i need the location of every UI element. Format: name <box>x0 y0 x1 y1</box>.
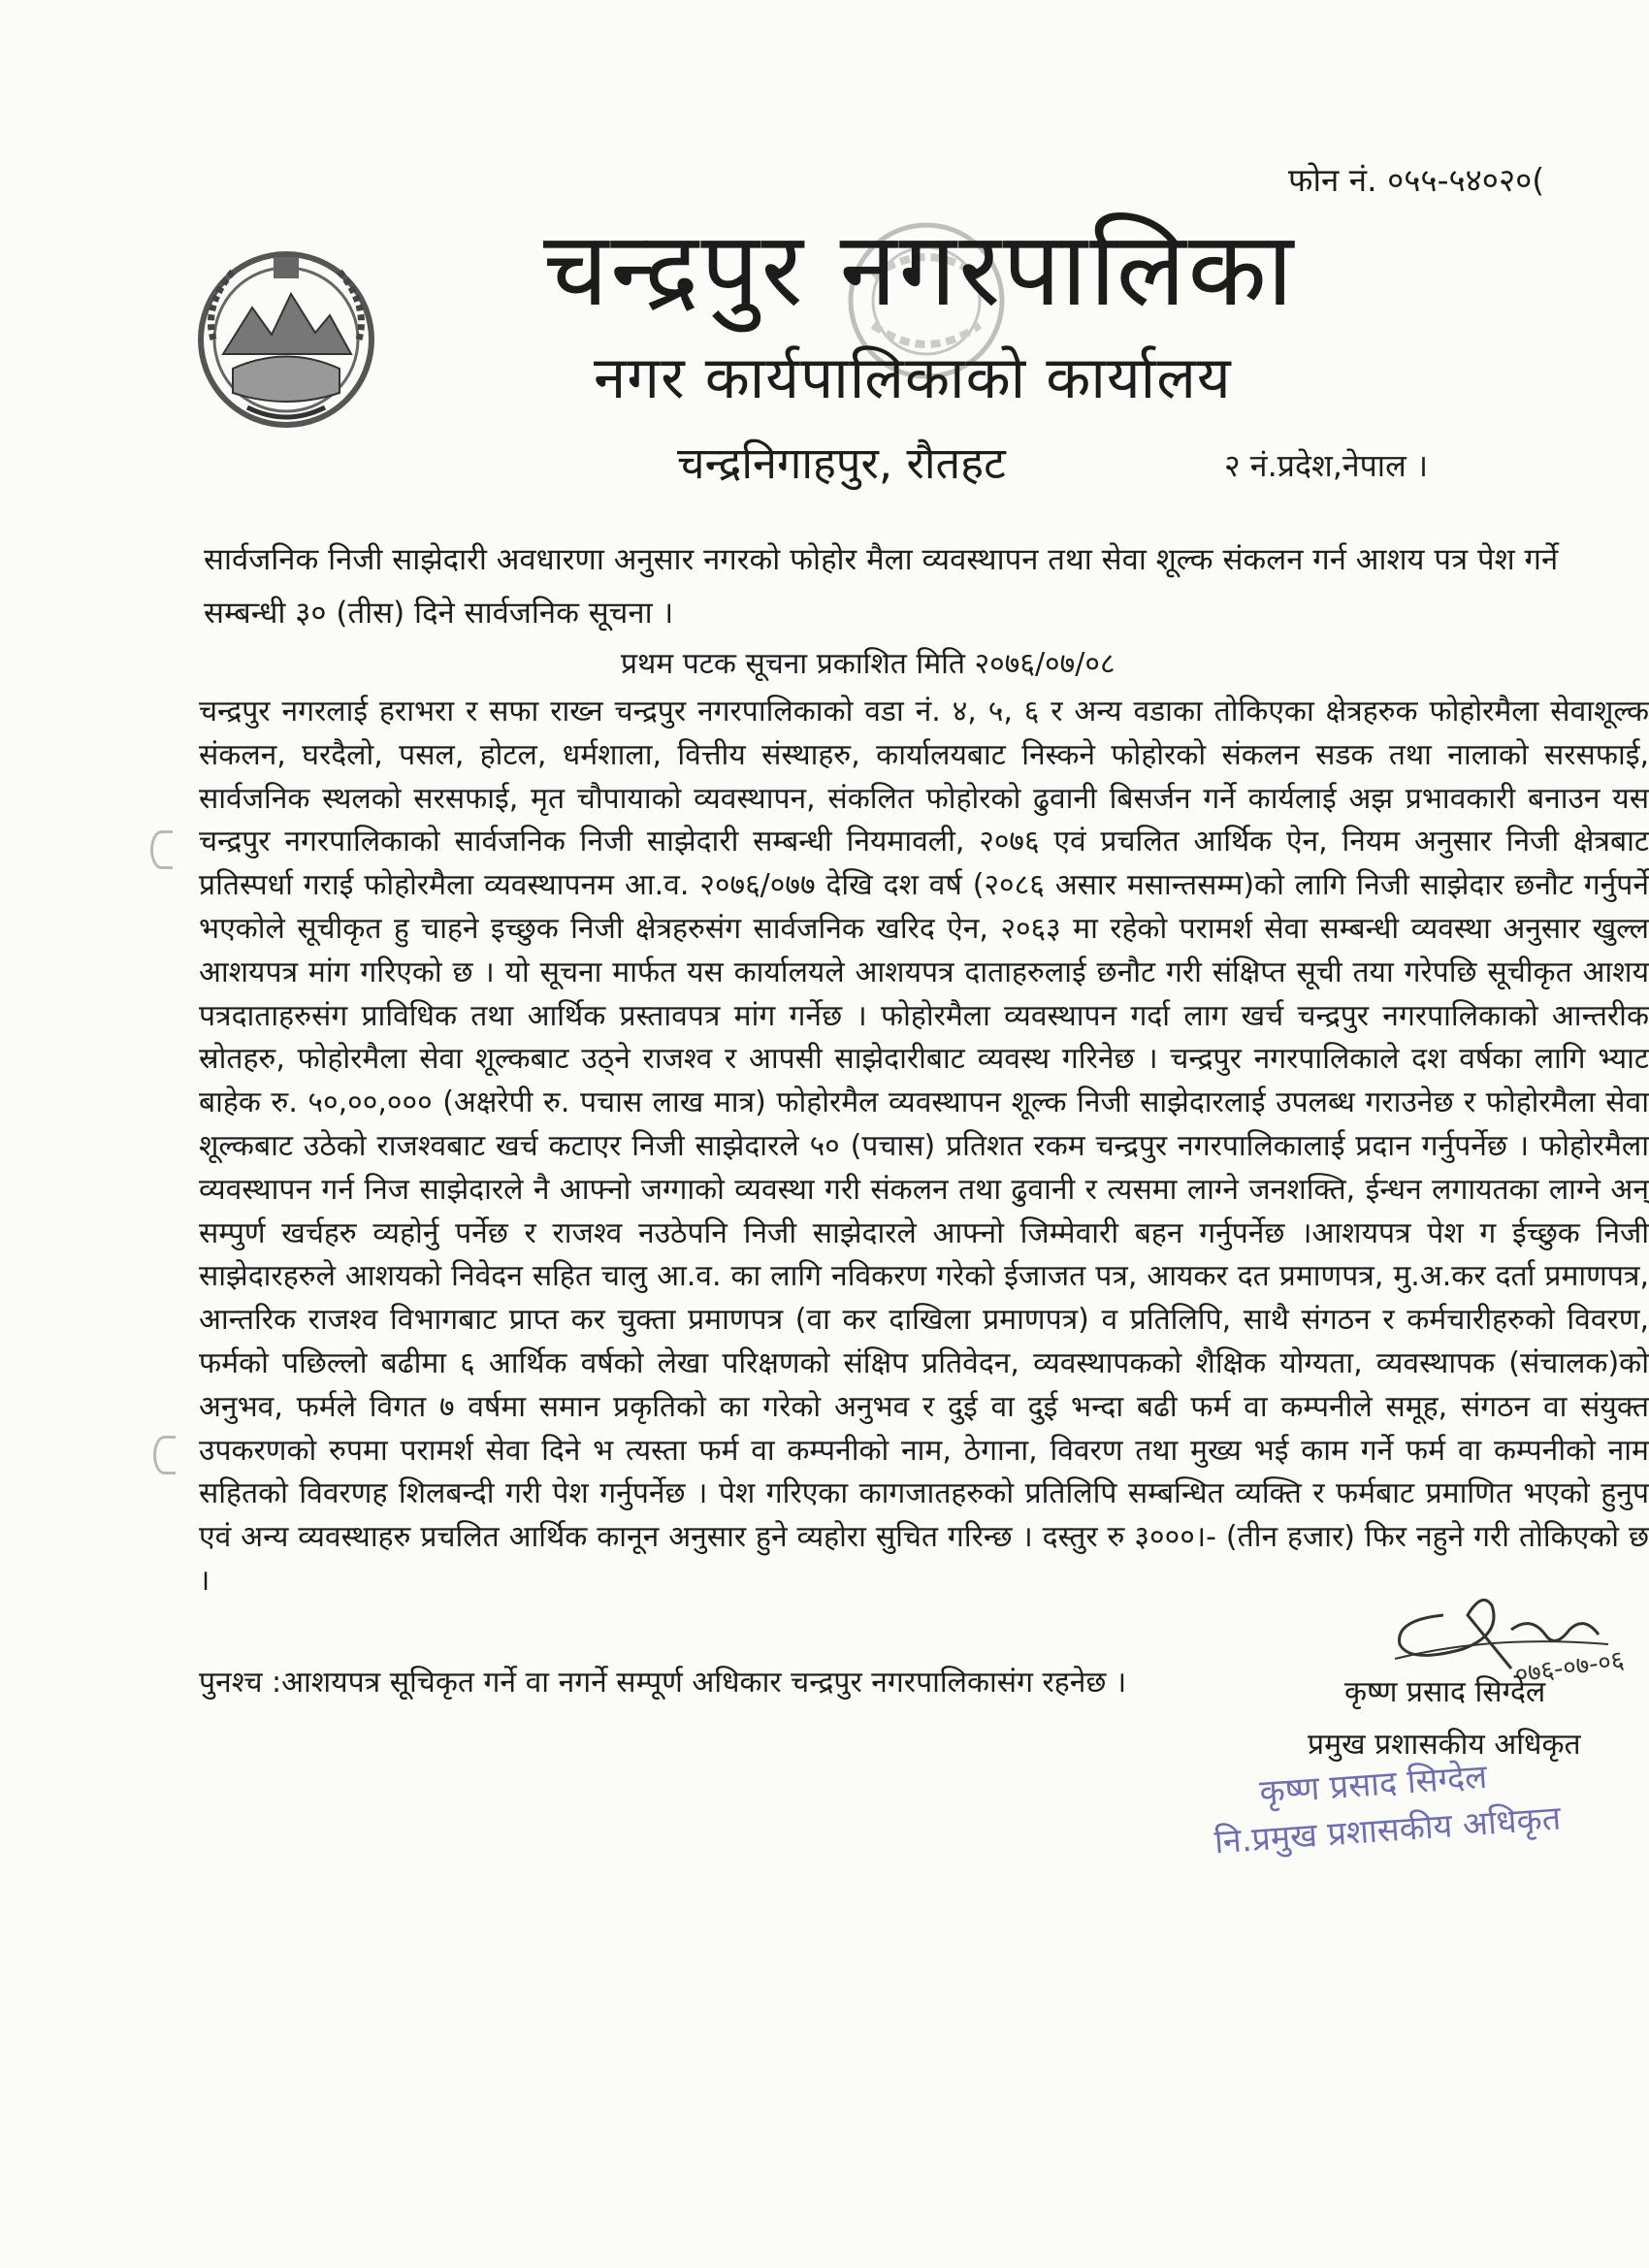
signature-date: ०७६-०७-०६ <box>1512 1645 1627 1690</box>
notice-body: चन्द्रपुर नगरलाई हराभरा र सफा राख्न चन्द्रपुर नगरपालिकाको वडा नं. ४, ५, ६ र अन्य वडाका तोकिएका क्षेत्रहरुक फोहोरमैला सेवाशूल्क संकलन, घरदैलो, पसल, होटल, धर्मशाला, वित्तीय संस्थाहरु, कार्यालयबाट निस्कने फोहोरको संकलन सडक तथा नालाको सरसफाई, सार्वजनिक स्थलको सरसफाई, मृत चौपायाको व्यवस्थापन, संकलित फोहोरको ढुवानी बिसर्जन गर्ने कार्यलाई अझ प्रभावकारी बनाउन यस चन्द्रपुर नगरपालिकाको सार्वजनिक निजी साझेदारी सम्बन्धी नियमावली, २०७६ एवं प्रचलित आर्थिक ऐन, नियम अनुसार निजी क्षेत्रबाट प्रतिस्पर्धा गराई फोहोरमैला व्यवस्थापनम आ.व. २०७६/०७७ देखि दश वर्ष (२०८६ असार मसान्तसम्म)को लागि निजी साझेदार छनौट गर्नुपर्ने भएकोले सूचीकृत हु चाहने इच्छुक निजी क्षेत्रहरुसंग सार्वजनिक खरिद ऐन, २०६३ मा रहेको परामर्श सेवा सम्बन्धी व्यवस्था अनुसार खुल्ल आशयपत्र मांग गरिएको छ । यो सूचना मार्फत यस कार्यालयले आशयपत्र दाताहरुलाई छनौट गरी संक्षिप्त सूची तया गरेपछि सूचीकृत आशय पत्रदाताहरुसंग प्राविधिक तथा आर्थिक प्रस्तावपत्र मांग गर्नेछ । फोहोरमैला व्यवस्थापन गर्दा लाग खर्च चन्द्रपुर नगरपालिकाको आन्तरीक स्रोतहरु, फोहोरमैला सेवा शूल्कबाट उठ्ने राजश्व र आपसी साझेदारीबाट व्यवस्थ गरिनेछ । चन्द्रपुर नगरपालिकाले दश वर्षका लागि भ्याट बाहेक रु. ५०,००,००० (अक्षरेपी रु. पचास लाख मात्र) फोहोरमैल व्यवस्थापन शूल्क निजी साझेदारलाई उपलब्ध गराउनेछ र फोहोरमैला सेवा शूल्कबाट उठेको राजश्वबाट खर्च कटाएर निजी साझेदारले ५० (पचास) प्रतिशत रकम चन्द्रपुर नगरपालिकालाई प्रदान गर्नुपर्नेछ । फोहोरमैला व्यवस्थापन गर्न निज साझेदारले नै आफ्नो जग्गाको व्यवस्था गरी संकलन तथा ढुवानी र त्यसमा लाग्ने जनशक्ति, ईन्धन लगायतका लाग्ने अन् सम्पुर्ण खर्चहरु व्यहोर्नु पर्नेछ र राजश्व नउठेपनि निजी साझेदारले आफ्नो जिम्मेवारी बहन गर्नुपर्नेछ ।आशयपत्र पेश ग ईच्छुक निजी साझेदारहरुले आशयको निवेदन सहित चालु आ.व. का लागि नविकरण गरेको ईजाजत पत्र, आयकर दत प्रमाणपत्र, मु.अ.कर दर्ता प्रमाणपत्र, आन्तरिक राजश्व विभागबाट प्राप्त कर चुक्ता प्रमाणपत्र (वा कर दाखिला प्रमाणपत्र) व प्रतिलिपि, साथै संगठन र कर्मचारीहरुको विवरण, फर्मको पछिल्लो बढीमा ६ आर्थिक वर्षको लेखा परिक्षणको संक्षिप प्रतिवेदन, व्यवस्थापकको शैक्षिक योग्यता, व्यवस्थापक (संचालक)को अनुभव, फर्मले विगत ७ वर्षमा समान प्रकृतिको का गरेको अनुभव र दुई वा दुई भन्दा बढी फर्म वा कम्पनीले समूह, संगठन वा संयुक्त उपकरणको रुपमा परामर्श सेवा दिने भ त्यस्ता फर्म वा कम्पनीको नाम, ठेगाना, विवरण तथा मुख्य भई काम गर्ने फर्म वा कम्पनीको नाम सहितको विवरणह शिलबन्दी गरी पेश गर्नुपर्नेछ । पेश गरिएका कागजातहरुको प्रतिलिपि सम्बन्धित व्यक्ति र फर्मबाट प्रमाणित भएको हुनुप एवं अन्य व्यवस्थाहरु प्रचलित आर्थिक कानून अनुसार हुने व्यहोरा सुचित गरिन्छ । दस्तुर रु ३०००।- (तीन हजार) फिर नहुने गरी तोकिएको छ । <box>199 695 1649 1598</box>
stamp-officer-designation: नि.प्रमुख प्रशासकीय अधिकृत <box>1212 1798 1563 1863</box>
stamp-officer-name: कृष्ण प्रसाद सिग्देल <box>1258 1757 1489 1812</box>
signatory-name: कृष्ण प्रसाद सिग्देल <box>1344 1675 1546 1709</box>
nepal-government-emblem-icon <box>194 247 378 432</box>
official-rubber-stamp <box>1210 1749 1562 1866</box>
punch-mark <box>150 830 173 869</box>
phone-number: फोन नं. ०५५-५४०२०( <box>1288 161 1545 199</box>
postscript: पुनश्च :आशयपत्र सूचिकृत गर्ने वा नगर्ने सम्पूर्ण अधिकार चन्द्रपुर नगरपालिकासंग रहनेछ । <box>199 1666 1127 1700</box>
province-label: २ नं.प्रदेश,नेपाल । <box>1224 447 1429 484</box>
office-subtitle: नगर कार्यपालिकाको कार्यालय <box>594 344 1232 412</box>
office-address: चन्द्रनिगाहपुर, रौतहट <box>677 437 1006 489</box>
notice-subject: सार्वजनिक निजी साझेदारी अवधारणा अनुसार नगरको फोहोर मैला व्यवस्थापन तथा सेवा शूल्क संकलन गर्न आशय पत्र पेश गर्ने सम्बन्धी ३० (तीस) दिने सार्वजनिक सूचना । <box>204 542 1559 631</box>
publication-date: प्रथम पटक सूचना प्रकाशित मिति २०७६/०७/०८ <box>621 647 1116 681</box>
municipality-title: चन्द्रपुर नगरपालिका <box>543 210 1296 329</box>
signatory-designation: प्रमुख प्रशासकीय अधिकृत <box>1308 1728 1581 1762</box>
punch-mark <box>153 1436 176 1474</box>
